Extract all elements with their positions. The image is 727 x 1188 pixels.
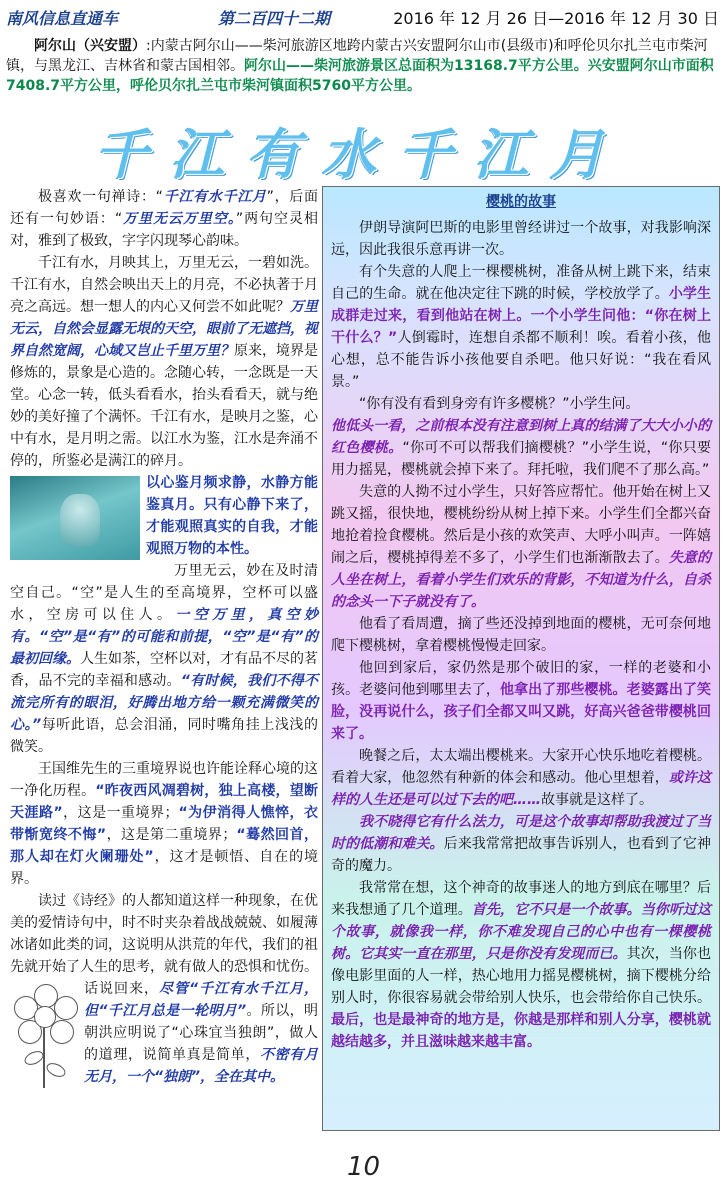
left-paragraph-5: 读过《诗经》的人都知道这样一种现象，在优美的爱情诗句中，时不时夹杂着战战兢兢、如履薄冰诸如此类的词，这说明从洪荒的年代，我们的祖先就开始了人生的思考，就有做人的恐惧和忧伤。话说回来， 尽管“千江有水千江月，但“千江月总是一轮明月”。所以，明朝洪应明说了“心珠宜当独朗”，做人的道理，说简单真是简单，不密有月无月，一个“独朗”，全在其中。 (10, 890, 318, 1088)
publication-name: 南风信息直通车 (6, 9, 119, 28)
story-box (322, 186, 720, 1131)
issue-number: 第二百四十二期 (218, 9, 331, 28)
story-paragraph-5: 他看了看周遭，摘了些还没掉到地面的樱桃，无可奈何地爬下樱桃树，拿着樱桃慢慢走回家。 (331, 616, 711, 654)
story-paragraph-1: 伊朗导演阿巴斯的电影里曾经讲过一个故事，对我影响深远，因此我很乐意再讲一次。 (331, 220, 711, 258)
story-paragraph-3b: 他低头一看，之前根本没有注意到树上真的结满了大大小小的红色樱桃。“你可不可以帮我们摘樱桃？”小学生说，“你只要用力摇晃，樱桃就会掉下来了。拜托啦，我们爬不了那么高。” (331, 418, 711, 478)
intro-place-name: 阿尔山（兴安盟） (34, 38, 146, 54)
story-paragraph-2: 有个失意的人爬上一棵樱桃树，准备从树上跳下来，结束自己的生命。就在他决定往下跳的时候，学校放学了。小学生成群走过来，看到他站在树上。一个小学生问他：“你在树上干什么？”人倒霉时，连想自杀都不顺利！唉。看着小孩，他心想，总不能告诉小孩他要自杀吧。他只好说：“我在看风景。” (331, 264, 712, 390)
article-title: 千江有水千江月 (94, 122, 626, 186)
flower-illustration (10, 982, 80, 1092)
story-paragraph-3: “你有没有看到身旁有许多樱桃？”小学生问。 (359, 396, 640, 412)
story-paragraph-7: 晚餐之后，太太端出樱桃来。大家开心快乐地吃着樱桃。看着大家，他忽然有种新的体会和感动。他心里想着，或许这样的人生还是可以过下去的吧……故事就是这样了。 (331, 748, 712, 808)
story-title: 樱桃的故事 (486, 194, 556, 210)
intro-area-text: 阿尔山——柴河旅游景区总面积为13168.7平方公里。兴安盟阿尔山市面积7408.7平方公里，呼伦贝尔扎兰屯市柴河镇面积5760平方公里。 (6, 58, 714, 94)
left-article-column (10, 186, 318, 1092)
story-paragraph-8: 我不晓得它有什么法力，可是这个故事却帮助我渡过了当时的低潮和难关。后来我常常把故事告诉别人，也看到了它神奇的魔力。 (331, 814, 712, 874)
story-paragraph-9: 我常常在想，这个神奇的故事迷人的地方到底在哪里？后来我想通了几个道理。首先，它不只是一个故事。当你听过这个故事，就像我一样，你不难发现自己的心中也有一棵樱桃树。它其实一直在那里，只是你没有发现而已。其次，当你也像电影里面的人一样，热心地用力摇晃樱桃树，摘下樱桃分给别人时，你很容易就会带给别人快乐，也会带给你自己快乐。最后，也是最神奇的地方是，你越是那样和别人分享，樱桃就越结越多，并且滋味越来越丰富。 (331, 880, 712, 1050)
left-paragraph-1: 极喜欢一句禅诗：“千江有水千江月”，后面还有一句妙语：“万里无云万里空。”两句空灵相对，雅到了极致，字字闪现琴心韵味。 (10, 189, 318, 249)
left-paragraph-2-highlight: 以心鉴月频求静，水静方能鉴真月。只有心静下来了，才能观照真实的自我，才能观照万物的本性。 (10, 472, 318, 560)
left-paragraph-3: 万里无云，妙在及时清空自己。“空”是人生的至高境界，空杯可以盛水，空房可以住人。一空万里，真空妙有。“空”是“有”的可能和前提，“空”是“有”的最初回缘。人生如茶，空杯以对，才有品不尽的茗香，品不完的幸福和感动。“有时候，我们不得不流完所有的眼泪，好腾出地方给一颗充满微笑的心。”每听此语，总会泪涌，同时嘴角挂上浅浅的微笑。 (10, 563, 318, 755)
intro-text: :内蒙古阿尔山——柴河旅游区地跨内蒙古兴安盟阿尔山市(县级市)和呼伦贝尔扎兰屯市柴河镇，与黑龙江、吉林省和蒙古国相邻。 (6, 38, 708, 74)
story-paragraph-4: 失意的人拗不过小学生，只好答应帮忙。他开始在树上又跳又摇，很快地，樱桃纷纷从树上掉下来。小学生们全都兴奋地抢着捡食樱桃。然后是小孩的欢笑声、大呼小叫声。一阵嬉闹之后，樱桃掉得差不多了，小学生们也渐渐散去了。失意的人坐在树上，看着小学生们欢乐的背影，不知道为什么，自杀的念头一下子就没有了。 (331, 484, 712, 610)
page-header (0, 0, 727, 32)
intro-paragraph (6, 36, 720, 96)
left-paragraph-2: 千江有水，月映其上，万里无云，一碧如洗。千江有水，自然会映出天上的月亮，不必执著于月亮之高远。想一想人的内心又何尝不如此呢？万里无云，自然会显露无垠的天空，眼前了无遮挡，视界自然宽阔，心域又岂止千里万里？原来，境界是修炼的，景象是心造的。念随心转，一念既是一天堂。心念一转，低头看看水，抬头看看天，就与绝妙的美好撞了个满怀。千江有水，是映月之鉴，心中有水，是月明之需。以江水为鉴，江水是奔涌不停的，所鉴必是满江的碎月。 (10, 255, 318, 469)
water-photo (10, 476, 140, 560)
left-paragraph-4: 王国维先生的三重境界说也许能诠释心境的这一净化历程。“昨夜西风凋碧树，独上高楼，望断天涯路”，这是一重境界；“为伊消得人憔悴，衣带惭宽终不悔”，这是第二重境界；“蓦然回首，那人却在灯火阑珊处”，这才是顿悟、自在的境界。 (10, 761, 319, 887)
story-paragraph-6: 他回到家后，家仍然是那个破旧的家，一样的老婆和小孩。老婆问他到哪里去了，他拿出了那些樱桃。老婆露出了笑脸，没再说什么，孩子们全都又叫又跳，好高兴爸爸带樱桃回来了。 (331, 660, 712, 742)
issue-date-range: 2016 年 12 月 26 日—2016 年 12 月 30 日 (393, 9, 719, 28)
page-number: 10 (346, 1152, 381, 1182)
